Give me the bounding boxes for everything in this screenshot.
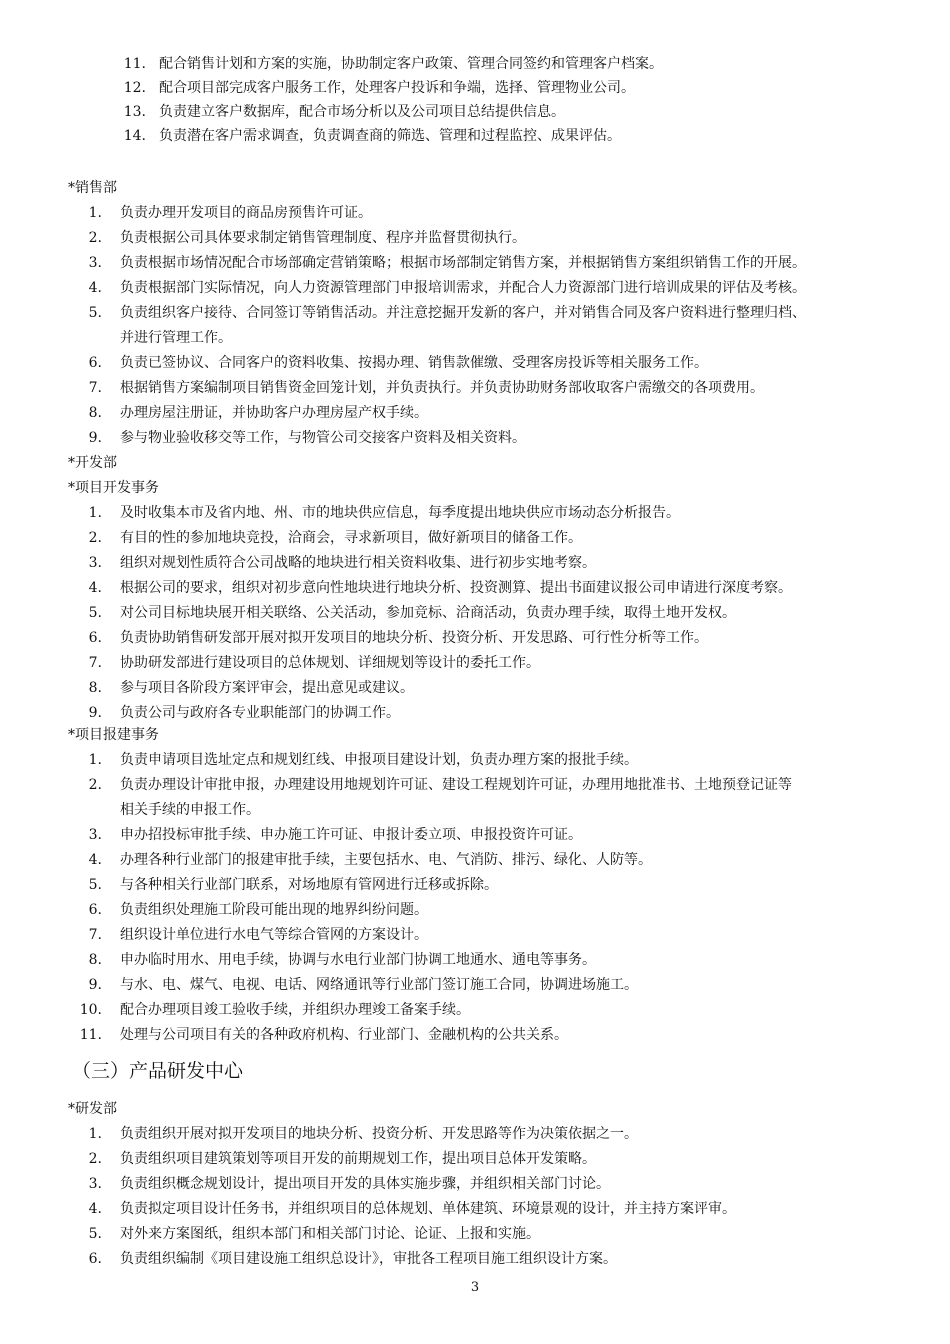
sales-section <box>0 176 950 451</box>
list-item <box>0 998 950 1023</box>
section3-title: （三）产品研发中心 <box>72 1060 244 1082</box>
list-item <box>0 651 950 676</box>
list-item <box>0 626 950 651</box>
list-item-number: 13. <box>123 104 146 120</box>
list-item-number: 2. <box>88 230 102 246</box>
list-item-number: 7. <box>88 927 102 943</box>
list-item <box>0 848 950 873</box>
list-item-number: 9. <box>88 977 102 993</box>
list-item-text: 根据销售方案编制项目销售资金回笼计划，并负责执行。并负责协助财务部收取客户需缴交的各项费用。 <box>120 380 764 396</box>
list-item-text: 负责建立客户数据库，配合市场分析以及公司项目总结提供信息。 <box>159 104 565 120</box>
list-item-text: 负责根据市场情况配合市场部确定营销策略；根据市场部制定销售方案，并根据销售方案组织销售工作的开展。 <box>120 255 806 271</box>
list-item-number: 11. <box>123 56 146 72</box>
list-item-text: 根据公司的要求，组织对初步意向性地块进行地块分析、投资测算、提出书面建议报公司申请进行深度考察。 <box>120 580 792 596</box>
list-item-text-continued: 并进行管理工作。 <box>120 330 232 346</box>
list-item-text: 负责组织概念规划设计，提出项目开发的具体实施步骤，并组织相关部门讨论。 <box>120 1176 610 1192</box>
list-item-text: 申办招投标审批手续、申办施工许可证、申报计委立项、申报投资许可证。 <box>120 827 582 843</box>
list-item <box>0 526 950 551</box>
dev-heading: *开发部 <box>68 455 117 471</box>
list-item <box>0 351 950 376</box>
list-item-number: 4. <box>88 580 102 596</box>
list-item-text: 配合办理项目竣工验收手续，并组织办理竣工备案手续。 <box>120 1002 470 1018</box>
list-item-text: 负责组织处理施工阶段可能出现的地界纠纷问题。 <box>120 902 428 918</box>
list-item-text: 负责拟定项目设计任务书，并组织项目的总体规划、单体建筑、环境景观的设计，并主持方案评审。 <box>120 1201 736 1217</box>
list-item <box>0 1222 950 1247</box>
list-item-text: 协助研发部进行建设项目的总体规划、详细规划等设计的委托工作。 <box>120 655 540 671</box>
list-item <box>0 276 950 301</box>
research-section <box>0 1097 950 1272</box>
list-item-text: 有目的性的参加地块竞投，洽商会，寻求新项目，做好新项目的储备工作。 <box>120 530 582 546</box>
list-item-number: 3. <box>88 1176 102 1192</box>
list-item-number: 6. <box>88 902 102 918</box>
dev-section <box>0 451 950 726</box>
list-item-number: 1. <box>88 1126 102 1142</box>
list-item-number: 2. <box>88 777 102 793</box>
list-item-number: 6. <box>88 630 102 646</box>
list-item <box>0 100 950 124</box>
list-item <box>0 226 950 251</box>
list-item-text: 参与项目各阶段方案评审会，提出意见或建议。 <box>120 680 414 696</box>
list-item <box>0 551 950 576</box>
list-item-number: 11. <box>79 1027 102 1043</box>
list-item <box>0 124 950 148</box>
list-item-number: 5. <box>88 605 102 621</box>
list-item-number: 1. <box>88 752 102 768</box>
list-item-text: 对外来方案图纸，组织本部门和相关部门讨论、论证、上报和实施。 <box>120 1226 540 1242</box>
section3 <box>0 1056 950 1086</box>
list-item <box>0 1197 950 1222</box>
list-item-text: 处理与公司项目有关的各种政府机构、行业部门、金融机构的公共关系。 <box>120 1027 568 1043</box>
dev-list <box>0 501 950 726</box>
list-item-text: 配合项目部完成客户服务工作，处理客户投诉和争端，选择、管理物业公司。 <box>159 80 635 96</box>
list-item-text: 负责组织项目建筑策划等项目开发的前期规划工作，提出项目总体开发策略。 <box>120 1151 596 1167</box>
page-number: 3 <box>470 1280 480 1295</box>
list-item-number: 1. <box>88 505 102 521</box>
list-item <box>0 676 950 701</box>
list-item <box>0 1122 950 1147</box>
list-item <box>0 1023 950 1048</box>
list-item-number: 9. <box>88 430 102 446</box>
list-item-text: 负责组织编制《项目建设施工组织总设计》，审批各工程项目施工组织设计方案。 <box>120 1251 617 1267</box>
research-heading: *研发部 <box>68 1101 117 1117</box>
list-item-text: 办理房屋注册证，并协助客户办理房屋产权手续。 <box>120 405 428 421</box>
sales-heading: *销售部 <box>68 180 117 196</box>
dev-sub-heading: *项目开发事务 <box>68 480 159 496</box>
list-item-number: 12. <box>123 80 146 96</box>
list-item-text: 负责办理开发项目的商品房预售许可证。 <box>120 205 372 221</box>
report-section <box>0 723 950 1048</box>
list-item <box>0 251 950 276</box>
list-item-text: 对公司目标地块展开相关联络、公关活动，参加竞标、洽商活动，负责办理手续，取得土地开发权。 <box>120 605 736 621</box>
list-item-text: 负责已签协议、合同客户的资料收集、按揭办理、销售款催缴、受理客房投诉等相关服务工作。 <box>120 355 708 371</box>
list-item <box>0 52 950 76</box>
list-item <box>0 376 950 401</box>
list-item-text: 负责协助销售研发部开展对拟开发项目的地块分析、投资分析、开发思路、可行性分析等工作。 <box>120 630 708 646</box>
list-item-text: 负责根据公司具体要求制定销售管理制度、程序并监督贯彻执行。 <box>120 230 526 246</box>
list-item-number: 1. <box>88 205 102 221</box>
list-item <box>0 898 950 923</box>
list-item-number: 8. <box>88 680 102 696</box>
list-item-text: 参与物业验收移交等工作，与物管公司交接客户资料及相关资料。 <box>120 430 526 446</box>
list-item-text: 与各种相关行业部门联系，对场地原有管网进行迁移或拆除。 <box>120 877 498 893</box>
list-item-number: 5. <box>88 877 102 893</box>
list-item-number: 3. <box>88 255 102 271</box>
list-item-number: 10. <box>79 1002 102 1018</box>
list-item-number: 2. <box>88 1151 102 1167</box>
list-item-text: 负责组织客户接待、合同签订等销售活动。并注意挖掘开发新的客户，并对销售合同及客户资料进行整理归档、 <box>120 305 806 321</box>
list-item <box>0 301 950 351</box>
list-item <box>0 501 950 526</box>
list-item <box>0 923 950 948</box>
list-item-text: 及时收集本市及省内地、州、市的地块供应信息，每季度提出地块供应市场动态分析报告。 <box>120 505 680 521</box>
report-list <box>0 748 950 1048</box>
list-item-number: 8. <box>88 405 102 421</box>
list-item <box>0 576 950 601</box>
list-item-text: 负责根据部门实际情况，向人力资源管理部门申报培训需求，并配合人力资源部门进行培训成果的评估及考核。 <box>120 280 806 296</box>
list-item-number: 4. <box>88 1201 102 1217</box>
list-item-number: 3. <box>88 555 102 571</box>
list-item <box>0 873 950 898</box>
top-list <box>0 52 950 148</box>
sales-list <box>0 201 950 451</box>
list-item-text: 申办临时用水、用电手续，协调与水电行业部门协调工地通水、通电等事务。 <box>120 952 596 968</box>
list-item-number: 7. <box>88 655 102 671</box>
list-item-number: 6. <box>88 1251 102 1267</box>
list-item <box>0 973 950 998</box>
list-item-number: 8. <box>88 952 102 968</box>
list-item-number: 9. <box>88 705 102 721</box>
list-item <box>0 201 950 226</box>
list-item-number: 5. <box>88 1226 102 1242</box>
list-item-text: 负责申请项目选址定点和规划红线、申报项目建设计划，负责办理方案的报批手续。 <box>120 752 638 768</box>
research-list <box>0 1122 950 1272</box>
list-item-number: 14. <box>123 128 146 144</box>
list-item-number: 6. <box>88 355 102 371</box>
list-item-text: 负责潜在客户需求调查，负责调查商的筛选、管理和过程监控、成果评估。 <box>159 128 621 144</box>
list-item-text: 办理各种行业部门的报建审批手续，主要包括水、电、气消防、排污、绿化、人防等。 <box>120 852 652 868</box>
list-item-number: 5. <box>88 305 102 321</box>
list-item <box>0 76 950 100</box>
list-item <box>0 948 950 973</box>
list-item-text-continued: 相关手续的申报工作。 <box>120 802 260 818</box>
list-item <box>0 401 950 426</box>
list-item <box>0 601 950 626</box>
list-item-text: 负责办理设计审批申报，办理建设用地规划许可证、建设工程规划许可证，办理用地批准书、土地预登记证等 <box>120 777 792 793</box>
list-item <box>0 426 950 451</box>
list-item <box>0 1247 950 1272</box>
list-item-text: 负责公司与政府各专业职能部门的协调工作。 <box>120 705 400 721</box>
list-item-number: 3. <box>88 827 102 843</box>
list-item <box>0 823 950 848</box>
list-item-number: 4. <box>88 852 102 868</box>
list-item-text: 组织设计单位进行水电气等综合管网的方案设计。 <box>120 927 428 943</box>
report-heading: *项目报建事务 <box>68 727 159 743</box>
list-item-text: 组织对规划性质符合公司战略的地块进行相关资料收集、进行初步实地考察。 <box>120 555 596 571</box>
list-item-text: 负责组织开展对拟开发项目的地块分析、投资分析、开发思路等作为决策依据之一。 <box>120 1126 638 1142</box>
list-item-number: 7. <box>88 380 102 396</box>
list-item-text: 配合销售计划和方案的实施，协助制定客户政策、管理合同签约和管理客户档案。 <box>159 56 663 72</box>
list-item <box>0 1147 950 1172</box>
list-item-number: 4. <box>88 280 102 296</box>
list-item-text: 与水、电、煤气、电视、电话、网络通讯等行业部门签订施工合同，协调进场施工。 <box>120 977 638 993</box>
list-item <box>0 748 950 773</box>
list-item <box>0 773 950 823</box>
list-item-number: 2. <box>88 530 102 546</box>
list-item <box>0 1172 950 1197</box>
